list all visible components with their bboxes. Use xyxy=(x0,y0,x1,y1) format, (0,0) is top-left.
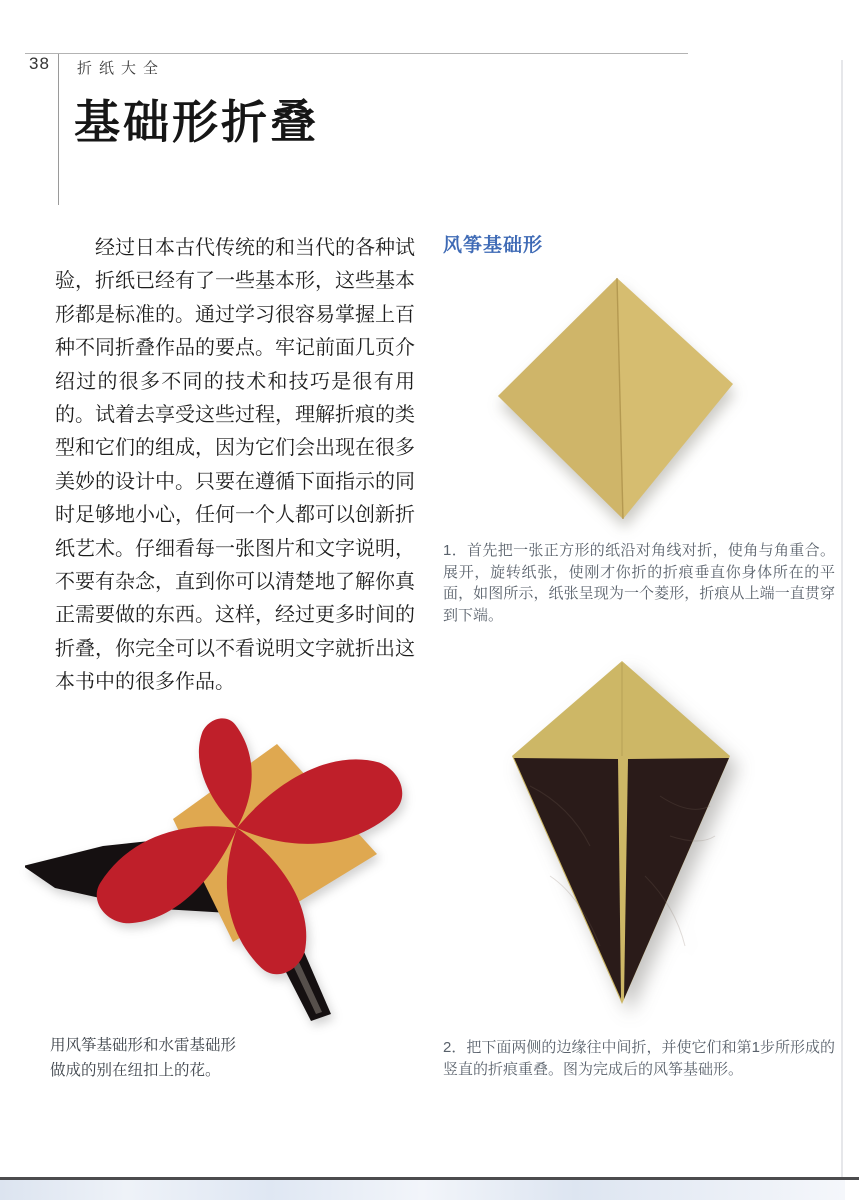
step1-caption: 1．首先把一张正方形的纸沿对角线对折，使角与角重合。展开，旋转纸张，使刚才你折的折痕垂直你身体所在的平面，如图所示，纸张呈现为一个菱形，折痕从上端一直贯穿到下端。 xyxy=(443,542,835,624)
intro-paragraph: 经过日本古代传统的和当代的各种试验，折纸已经有了一些基本形，这些基本形都是标准的。通过学习很容易掌握上百种不同折叠作品的要点。牢记前面几页介绍过的很多不同的技术和技巧是很有用的。试着去享受这些过程，理解折痕的类型和它们的组成，因为它们会出现在很多美妙的设计中。只要在遵循下面指示的同时足够地小心，任何一个人都可以创新折纸艺术。仔细看每一张图片和文字说明，不要有杂念，直到你可以清楚地了解你真正需要做的东西。这样，经过更多时间的折叠，你完全可以不看说明文字就折出这本书中的很多作品。 xyxy=(55,237,415,694)
step1-photo xyxy=(470,266,800,532)
diamond-left-shade xyxy=(498,278,623,519)
step2-caption: 2．把下面两侧的边缘往中间折，并使它们和第1步所形成的竖直的折痕重叠。图为完成后的风筝基础形。 xyxy=(443,1039,835,1078)
kite-base-illustration xyxy=(460,646,820,1032)
page-title: 基础形折叠 xyxy=(74,97,319,148)
flower-caption-line2: 做成的别在纽扣上的花。 xyxy=(50,1062,221,1079)
header-divider xyxy=(58,54,59,205)
step2-photo xyxy=(460,646,820,1032)
flower-illustration xyxy=(25,656,445,1024)
page-number: 38 xyxy=(29,54,50,73)
book-title: 折纸大全 xyxy=(77,60,166,77)
footer-strip xyxy=(0,1180,845,1200)
header-rule xyxy=(25,53,688,54)
flower-caption-line1: 用风筝基础形和水雷基础形 xyxy=(50,1037,237,1054)
page-scan-edge xyxy=(841,60,843,1178)
section-heading-kite-base: 风筝基础形 xyxy=(443,235,544,256)
diamond-illustration xyxy=(470,266,800,532)
flower-caption xyxy=(50,1033,310,1083)
kite-paper-shape xyxy=(512,661,730,1004)
flower-photo xyxy=(25,656,445,1024)
